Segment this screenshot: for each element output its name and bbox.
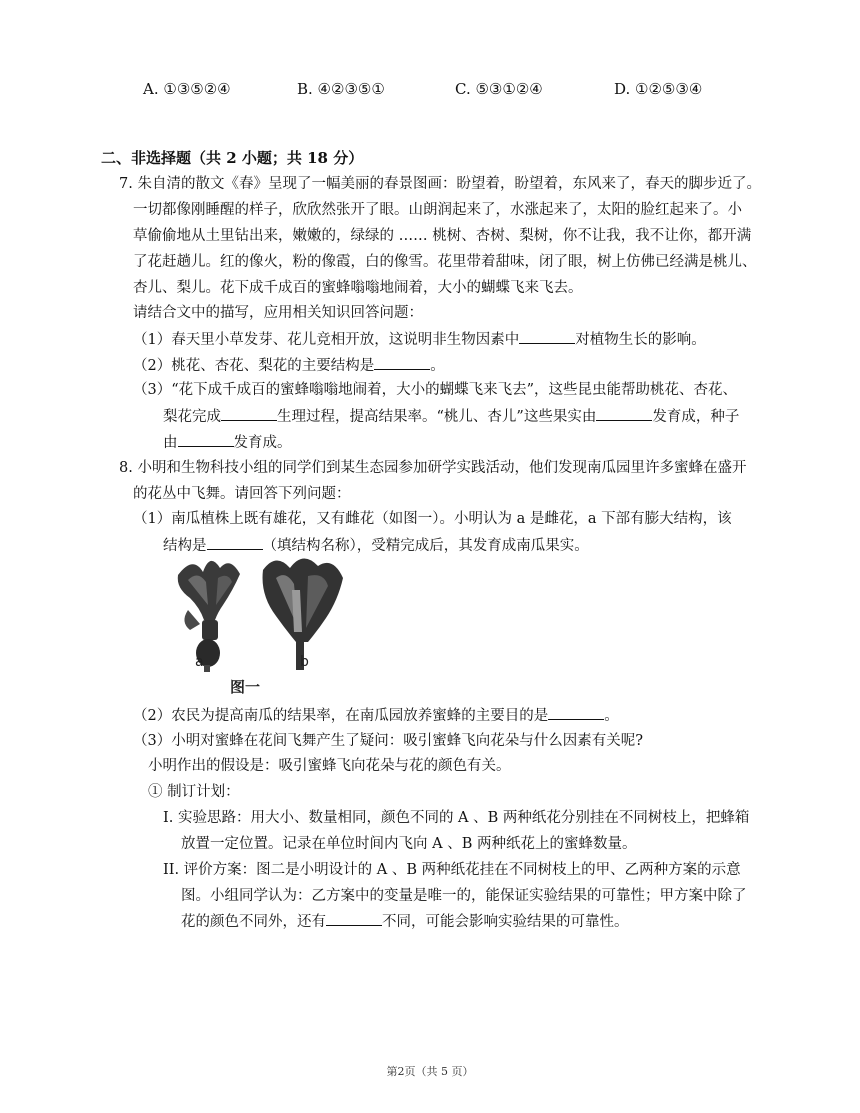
answer-blank[interactable] (221, 406, 277, 421)
q8-plan-item-1: I. 实验思路：用大小、数量相同，颜色不同的 A 、B 两种纸花分别挂在不同树枝上，把蜂箱 (163, 810, 750, 826)
q8-text-line: 的花丛中飞舞。请回答下列问题： (133, 486, 351, 502)
option-c: C. ⑤③①②④ (455, 80, 543, 98)
option-a: A. ①③⑤②④ (143, 80, 231, 98)
q8-hypothesis: 小明作出的假设是：吸引蜜蜂飞向花朵与花的颜色有关。 (148, 758, 511, 774)
answer-blank[interactable] (596, 406, 652, 421)
option-d: D. ①②⑤③④ (614, 80, 703, 98)
q8-subquestion-2 (133, 705, 619, 726)
q8-s1-text: （填结构名称），受精完成后，其发育成南瓜果实。 (262, 538, 589, 554)
q8-plan-item-1-cont: 放置一定位置。记录在单位时间内飞向 A 、B 两种纸花上的蜜蜂数量。 (181, 836, 637, 852)
q7-text-line: 一切都像刚睡醒的样子，欣欣然张开了眼。山朗润起来了，水涨起来了，太阳的脸红起来了。小 (133, 202, 742, 218)
q7-s2-text-end: 。 (430, 358, 445, 374)
q7-text-line: 7. 朱自清的散文《春》呈现了一幅美丽的春景图画：盼望着，盼望着，东风来了，春天的脚步近了。 (119, 176, 761, 192)
page-footer: 第2页（共 5 页） (386, 1065, 474, 1078)
answer-blank[interactable] (326, 911, 382, 926)
q8-plan-item-2-end (181, 911, 629, 932)
q8-plan-heading: ① 制订计划： (148, 784, 240, 800)
answer-blank[interactable] (374, 355, 430, 370)
answer-blank[interactable] (178, 432, 234, 447)
q8-plan-item-2: II. 评价方案：图二是小明设计的 A 、B 两种纸花挂在不同树枝上的甲、乙两种方案的示意 (163, 862, 741, 878)
q7-s3-text: 梨花完成 (163, 409, 221, 425)
q7-subquestion-2 (133, 355, 445, 376)
q7-instructions: 请结合文中的描写，应用相关知识回答问题： (133, 305, 423, 321)
q7-subquestion-3-end (163, 432, 292, 453)
q8-ii-text: 不同，可能会影响实验结果的可靠性。 (382, 914, 629, 930)
option-b: B. ④②③⑤① (297, 80, 385, 98)
section-title: 二、非选择题（共 2 小题；共 18 分） (101, 149, 364, 167)
q8-plan-item-2-cont: 图。小组同学认为：乙方案中的变量是唯一的，能保证实验结果的可靠性；甲方案中除了 (181, 888, 747, 904)
q7-s1-text: （1）春天里小草发芽、花儿竞相开放，这说明非生物因素中 (133, 332, 520, 348)
q7-s3-text: 生理过程，提高结果率。“桃儿、杏儿”这些果实由 (277, 409, 597, 425)
flower-a (178, 561, 240, 672)
q7-s2-text: （2）桃花、杏花、梨花的主要结构是 (133, 358, 375, 374)
q7-subquestion-3-cont (163, 406, 739, 427)
q7-s3-text: 由 (163, 435, 178, 451)
answer-blank[interactable] (207, 535, 263, 550)
q7-s3-text: 发育成。 (233, 435, 292, 451)
q7-subquestion-3: （3）“花下成千成百的蜜蜂嗡嗡地闹着，大小的蝴蝶飞来飞去”，这些昆虫能帮助桃花、杏花、 (133, 382, 738, 398)
figure-caption: 图一 (230, 678, 261, 696)
q8-s2-text-end: 。 (604, 708, 619, 724)
q8-s2-text: （2）农民为提高南瓜的结果率，在南瓜园放养蜜蜂的主要目的是 (133, 708, 549, 724)
pumpkin-flowers-illustration (168, 550, 368, 700)
q8-s1-text: 结构是 (163, 538, 207, 554)
answer-blank[interactable] (519, 329, 575, 344)
figure-1 (168, 550, 368, 700)
answer-blank[interactable] (548, 705, 604, 720)
q7-text-line: 了花赶趟儿。红的像火，粉的像霞，白的像雪。花里带着甜味，闭了眼，树上仿佛已经满是桃儿、 (133, 254, 757, 270)
q8-text-line: 8. 小明和生物科技小组的同学们到某生态园参加研学实践活动，他们发现南瓜园里许多蜜蜂在盛开 (119, 460, 747, 476)
figure-label-b: b (300, 654, 309, 670)
q8-ii-text: 花的颜色不同外，还有 (181, 914, 326, 930)
q7-subquestion-1 (133, 329, 706, 350)
q8-subquestion-3: （3）小明对蜜蜂在花间飞舞产生了疑问：吸引蜜蜂飞向花朵与什么因素有关呢? (133, 733, 643, 749)
q7-s3-text: 发育成，种子 (652, 409, 740, 425)
figure-label-a: a (195, 654, 204, 670)
q7-text-line: 草偷偷地从土里钻出来，嫩嫩的，绿绿的 …… 桃树、杏树、梨树，你不让我，我不让你，都开满 (133, 228, 752, 244)
q7-text-line: 杏儿、梨儿。花下成千成百的蜜蜂嗡嗡地闹着，大小的蝴蝶飞来飞去。 (133, 280, 583, 296)
q8-subquestion-1: （1）南瓜植株上既有雄花，又有雌花（如图一）。小明认为 a 是雌花，a 下部有膨大结构，该 (133, 511, 732, 527)
q7-s1-text-end: 对植物生长的影响。 (575, 332, 706, 348)
